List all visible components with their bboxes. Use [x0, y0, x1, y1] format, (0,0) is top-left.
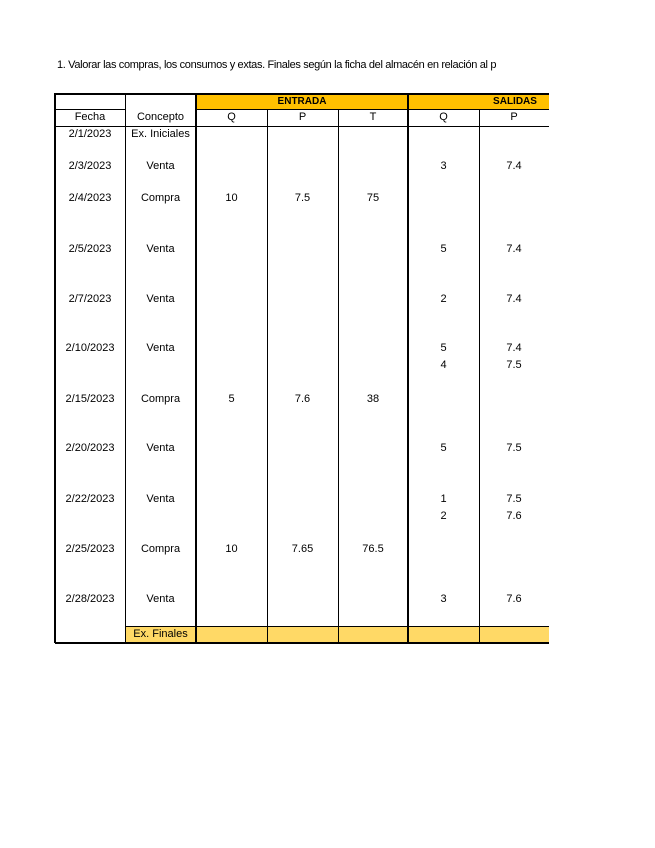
table-left-border: [54, 93, 56, 643]
row-fecha: 2/1/2023: [68, 128, 112, 140]
row-entrada-q: 5: [228, 393, 235, 405]
row-salidas-q: 5: [440, 442, 447, 454]
row-entrada-t: 75: [366, 192, 380, 204]
salidas-q-p-divider: [479, 109, 480, 643]
row-salidas-q: 5: [440, 243, 447, 255]
row-salidas-q: 1: [440, 493, 447, 505]
fecha-concepto-divider: [125, 93, 126, 643]
row-entrada-t: 76.5: [362, 543, 384, 555]
row-salidas-q: 3: [440, 160, 447, 172]
row-fecha: 2/25/2023: [65, 543, 115, 555]
row-fecha: 2/15/2023: [65, 393, 115, 405]
row-fecha: 2/5/2023: [68, 243, 112, 255]
finales-label: Ex. Finales: [133, 628, 188, 640]
column-header-entrada-q: Q: [227, 111, 236, 123]
instruction-text: 1. Valorar las compras, los consumos y extas. Finales según la ficha del almacén en relación al p: [57, 59, 497, 71]
row-fecha: 2/28/2023: [65, 593, 115, 605]
row-salidas-p: 7.4: [506, 293, 522, 305]
row-salidas-p: 7.5: [506, 442, 522, 454]
row-salidas-p: 7.4: [506, 243, 522, 255]
row-entrada-t: 38: [366, 393, 380, 405]
row-salidas-p: 7.6: [506, 510, 522, 522]
column-header-entrada-p: P: [298, 111, 307, 123]
row-salidas-p: 7.5: [506, 493, 522, 505]
table-top-border: [55, 93, 549, 95]
row-concepto: Compra: [140, 192, 181, 204]
row-concepto: Ex. Iniciales: [131, 128, 190, 140]
row-fecha: 2/4/2023: [68, 192, 112, 204]
row-concepto: Compra: [140, 543, 181, 555]
row-fecha: 2/22/2023: [65, 493, 115, 505]
row-entrada-p: 7.5: [294, 192, 311, 204]
row-concepto: Venta: [146, 593, 175, 605]
row-fecha: 2/10/2023: [65, 342, 115, 354]
row-concepto: Compra: [140, 393, 181, 405]
group-header-salidas: SALIDAS: [493, 96, 537, 107]
group-header-entrada: ENTRADA: [277, 96, 327, 107]
row-concepto: Venta: [146, 342, 175, 354]
row-concepto: Venta: [146, 293, 175, 305]
entrada-p-t-divider: [338, 109, 339, 643]
row-salidas-q: 3: [440, 593, 447, 605]
row-salidas-p: 7.4: [506, 160, 522, 172]
column-header-salidas-p: P: [510, 111, 518, 123]
row-salidas-q: 4: [440, 359, 447, 371]
row-entrada-p: 7.65: [291, 543, 314, 555]
column-header-salidas-q: Q: [439, 111, 448, 123]
finales-top-border: [125, 626, 549, 627]
row-fecha: 2/7/2023: [68, 293, 112, 305]
row-concepto: Venta: [146, 160, 175, 172]
row-salidas-p: 7.4: [506, 342, 522, 354]
group-header-divider: [196, 109, 549, 110]
row-salidas-p: 7.6: [506, 593, 522, 605]
row-entrada-p: 7.6: [294, 393, 311, 405]
row-fecha: 2/3/2023: [68, 160, 112, 172]
column-header-entrada-t: T: [369, 111, 377, 123]
entrada-q-p-divider: [267, 109, 268, 643]
row-salidas-q: 2: [440, 293, 447, 305]
table-bottom-border: [55, 642, 549, 644]
row-salidas-q: 2: [440, 510, 447, 522]
row-concepto: Venta: [146, 442, 175, 454]
column-header-concepto: Concepto: [136, 111, 185, 123]
row-salidas-q: 5: [440, 342, 447, 354]
row-concepto: Venta: [146, 243, 175, 255]
row-entrada-q: 10: [225, 543, 238, 555]
row-salidas-p: 7.5: [506, 359, 522, 371]
row-fecha: 2/20/2023: [65, 442, 115, 454]
column-header-divider: [55, 126, 549, 127]
entrada-salidas-divider: [407, 93, 409, 643]
row-entrada-q: 10: [225, 192, 238, 204]
column-header-fecha: Fecha: [74, 111, 106, 123]
concepto-entrada-divider: [195, 93, 197, 643]
row-concepto: Venta: [146, 493, 175, 505]
left-header-divider: [55, 109, 125, 110]
